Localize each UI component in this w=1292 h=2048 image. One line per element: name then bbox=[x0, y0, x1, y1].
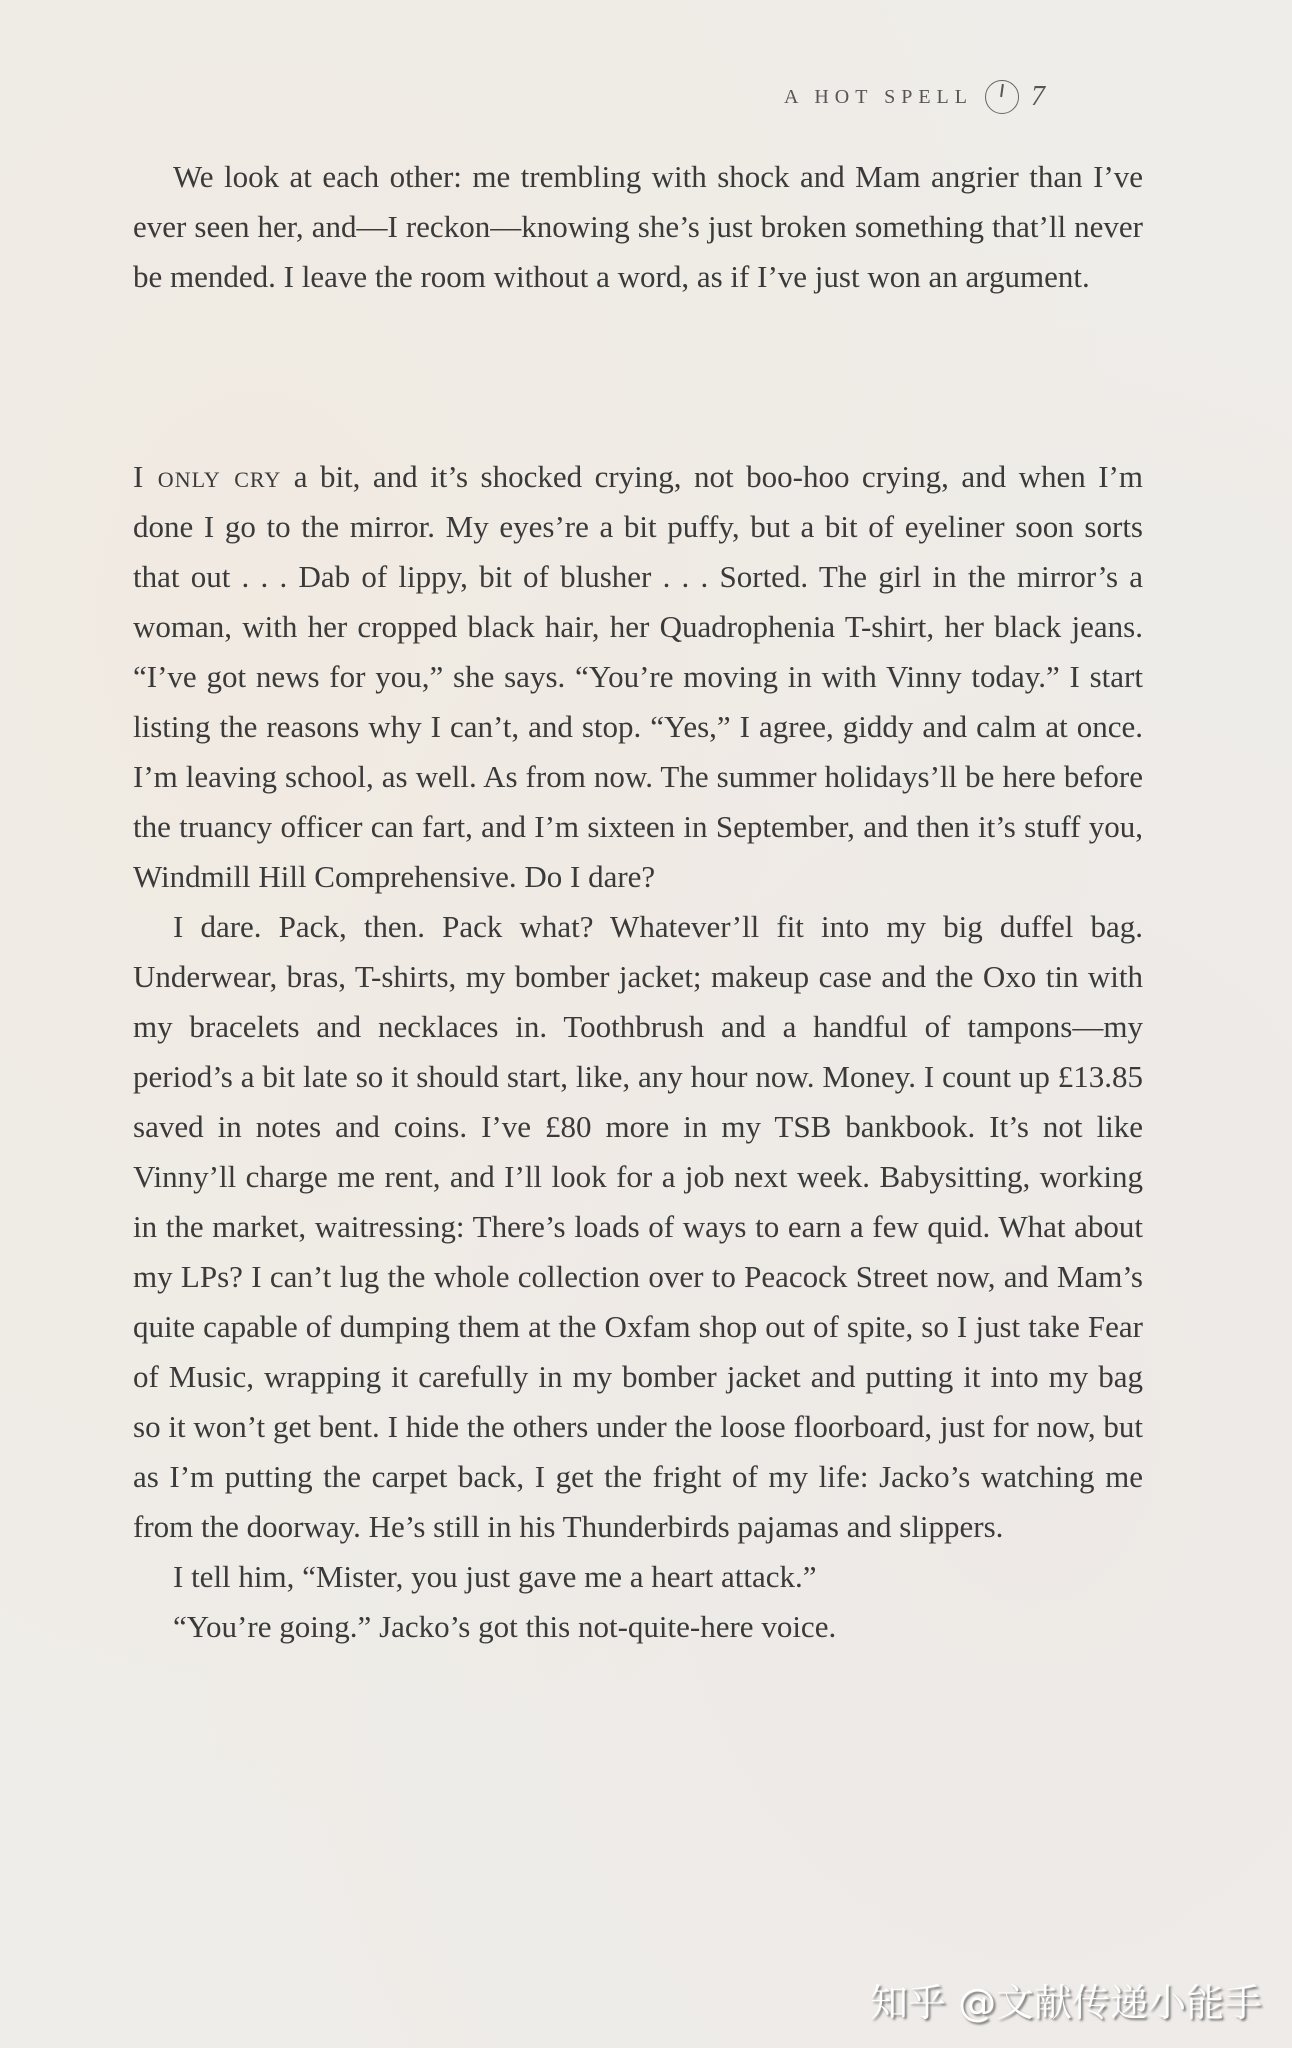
paragraph: I dare. Pack, then. Pack what? Whatever’ll fit into my big duffel bag. Underwear, bras, T-shirts, my bomber jacket; makeup case and the Oxo tin with my bracelets and necklaces in. Toothbrush and a handful of tampons—my period’s a bit late so it should start, like, any hour now. Money. I count up £13.85 saved in notes and coins. I’ve £80 more in my TSB bankbook. It’s not like Vinny’ll charge me rent, and I’ll look for a job next week. Babysitting, working in the market, waitressing: There’s loads of ways to earn a few quid. What about my LPs? I can’t lug the whole collection over to Peacock Street now, and Mam’s quite capable of dumping them at the Oxfam shop out of spite, so I just take Fear of Music, wrapping it carefully in my bomber jacket and putting it into my bag so it won’t get bent. I hide the others under the loose floorboard, just for now, but as I’m putting the carpet back, I get the fright of my life: Jacko’s watching me from the doorway. He’s still in his Thunderbirds pajamas and slippers. bbox=[133, 909, 1143, 1544]
paragraph-body: a bit, and it’s shocked crying, not boo-hoo crying, and when I’m done I go to the mirror. My eyes’re a bit puffy, but a bit of eyeliner soon sorts that out . . . Dab of lippy, bit of blusher . . . Sorted. The girl in the mirror’s a woman, with her cropped black hair, her Quadrophenia T-shirt, her black jeans. “I’ve got news for you,” she says. “You’re moving in with Vinny today.” I start listing the reasons why I can’t, and stop. “Yes,” I agree, giddy and calm at once. I’m leaving school, as well. As from now. The summer holidays’ll be here before the truancy officer can fart, and I’m sixteen in September, and then it’s stuff you, Windmill Hill Comprehensive. Do I dare? bbox=[133, 459, 1143, 894]
paragraph: I tell him, “Mister, you just gave me a heart attack.” bbox=[173, 1559, 817, 1594]
lead-in-small-caps: I only cry bbox=[133, 459, 282, 494]
running-title: A HOT SPELL bbox=[784, 85, 973, 108]
section-1 bbox=[133, 152, 1143, 302]
clock-icon bbox=[985, 80, 1019, 114]
paragraph: “You’re going.” Jacko’s got this not-quite-here voice. bbox=[173, 1609, 837, 1644]
watermark: 知乎 @文献传递小能手 bbox=[870, 1981, 1263, 2025]
paragraph: We look at each other: me trembling with shock and Mam angrier than I’ve ever seen her, and—I reckon—knowing she’s just broken something that’ll never be mended. I leave the room without a word, as if I’ve just won an argument. bbox=[133, 159, 1143, 294]
page-number: 7 bbox=[1030, 81, 1045, 112]
paragraph bbox=[133, 452, 1143, 902]
running-head bbox=[784, 80, 1045, 114]
section-2 bbox=[133, 452, 1143, 1652]
